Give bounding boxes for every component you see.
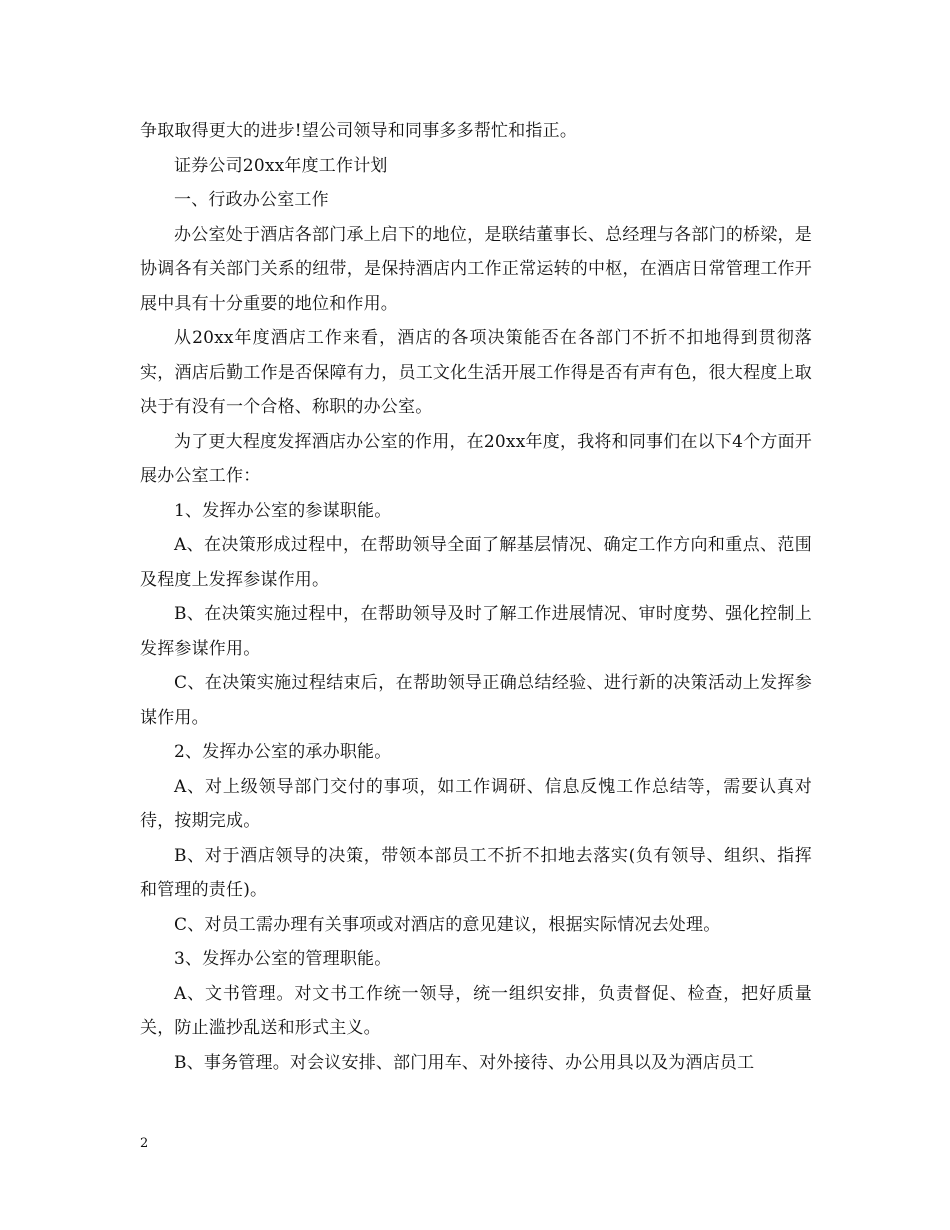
paragraph-management-b: B、事务管理。对会议安排、部门用车、对外接待、办公用具以及为酒店员工 bbox=[174, 1052, 755, 1073]
paragraph-1: 争取取得更大的进步!望公司领导和同事多多帮忙和指正。 bbox=[140, 121, 578, 141]
heading-management-function: 3、发挥办公室的管理职能。 bbox=[174, 949, 392, 969]
section-title: 证券公司20xx年度工作计划 bbox=[174, 155, 388, 176]
paragraph-undertaking-b: B、对于酒店领导的决策，带领本部员工不折不扣地去落实(负有领导、组织、指挥和管理的责任)。 bbox=[140, 845, 812, 900]
paragraph-undertaking-c: C、对员工需办理有关事项或对酒店的意见建议，根据实际情况去处理。 bbox=[174, 914, 721, 935]
heading-admin-office: 一、行政办公室工作 bbox=[174, 190, 329, 210]
paragraph-advisory-b: B、在决策实施过程中，在帮助领导及时了解工作进展情况、审时度势、强化控制上发挥参谋作用。 bbox=[140, 604, 812, 659]
paragraph-advisory-c: C、在决策实施过程结束后，在帮助领导正确总结经验、进行新的决策活动上发挥参谋作用。 bbox=[140, 673, 812, 728]
paragraph-advisory-a: A、在决策形成过程中，在帮助领导全面了解基层情况、确定工作方向和重点、范围及程度上发挥参谋作用。 bbox=[140, 535, 812, 590]
paragraph-management-a: A、文书管理。对文书工作统一领导，统一组织安排，负责督促、检查，把好质量关，防止滥抄乱送和形式主义。 bbox=[140, 983, 812, 1038]
paragraph-annual-review: 从20xx年度酒店工作来看，酒店的各项决策能否在各部门不折不扣地得到贯彻落实，酒店后勤工作是否保障有力，员工文化生活开展工作得是否有声有色，很大程度上取决于有没有一个合格、称职的办公室。 bbox=[140, 328, 812, 417]
heading-advisory-function: 1、发挥办公室的参谋职能。 bbox=[174, 500, 392, 521]
paragraph-office-role: 办公室处于酒店各部门承上启下的地位，是联结董事长、总经理与各部门的桥梁，是协调各有关部门关系的纽带，是保持酒店内工作正常运转的中枢，在酒店日常管理工作开展中具有十分重要的地位和作用。 bbox=[140, 224, 812, 314]
paragraph-plan-intro: 为了更大程度发挥酒店办公室的作用，在20xx年度，我将和同事们在以下4个方面开展办公室工作： bbox=[140, 431, 812, 486]
paragraph-undertaking-a: A、对上级领导部门交付的事项，如工作调研、信息反愧工作总结等，需要认真对待，按期完成。 bbox=[140, 776, 812, 831]
page-body bbox=[140, 114, 812, 1080]
page-number: 2 bbox=[140, 1136, 149, 1151]
heading-undertaking-function: 2、发挥办公室的承办职能。 bbox=[174, 742, 392, 762]
